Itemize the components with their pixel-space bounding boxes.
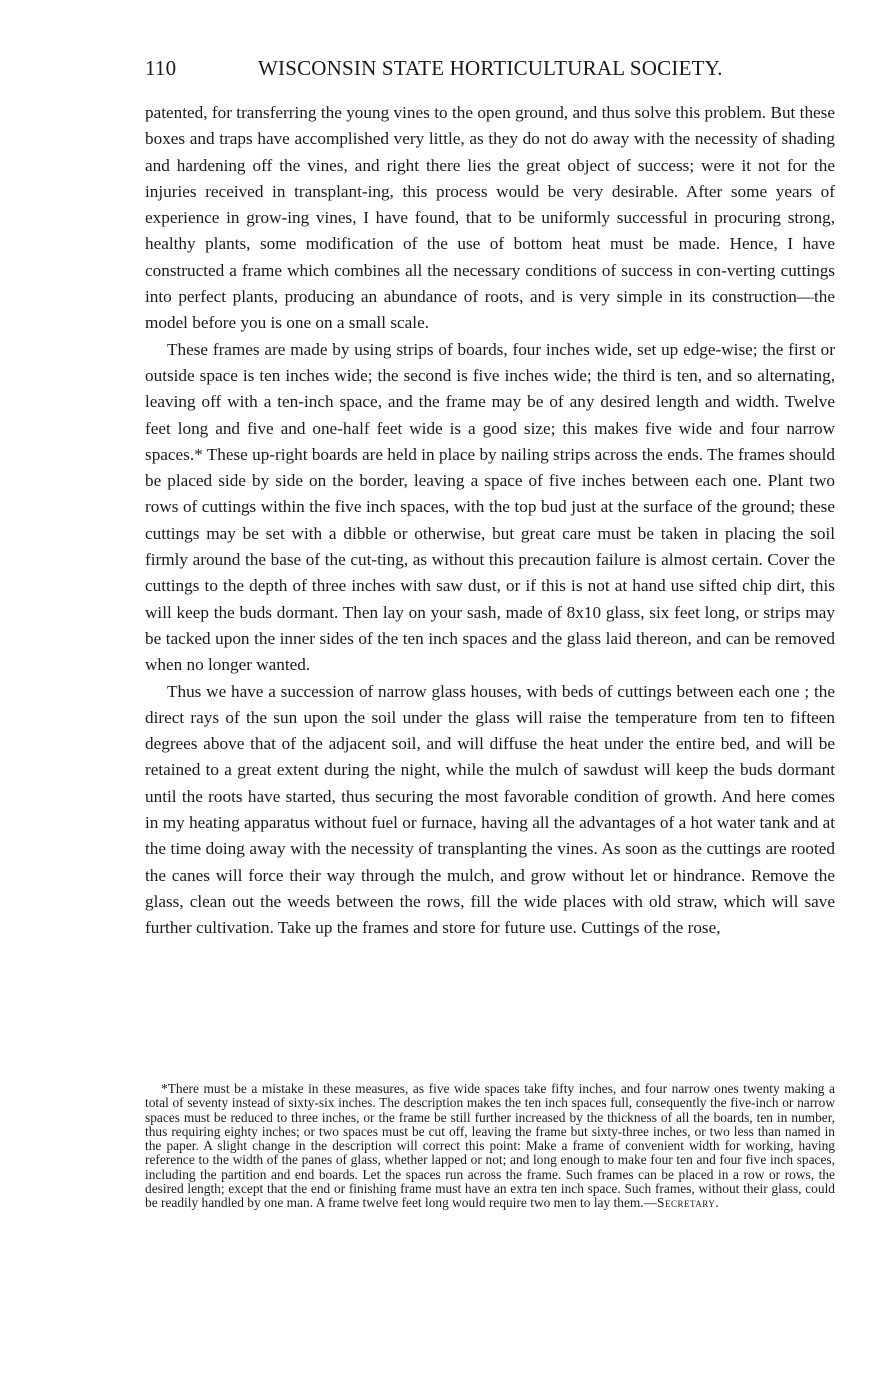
footnote-signature: Secretary.: [657, 1195, 720, 1211]
footnote: [145, 1082, 835, 1211]
paragraph-3: Thus we have a succession of narrow glass houses, with beds of cuttings between each one ; the direct rays of the sun upon the soil under the glass will raise the temperature from ten to fifteen degrees above that of the adjacent soil, and will diffuse the heat under the entire bed, and will be retained to a great extent during the night, while the mulch of sawdust will keep the buds dormant until the roots have started, thus securing the most favorable condition of growth. And here comes in my heating apparatus without fuel or furnace, having all the advantages of a hot water tank and at the time doing away with the necessity of transplanting the vines. As soon as the cuttings are rooted the canes will force their way through the mulch, and grow without let or hindrance. Remove the glass, clean out the weeds between the rows, fill the wide places with old straw, which will save further cultivation. Take up the frames and store for future use. Cuttings of the rose,: [145, 681, 835, 938]
footnote-text: *There must be a mistake in these measures, as five wide spaces take fifty inches, and four narrow ones twenty making a total of seventy instead of sixty-six inches. The description makes the ten inch spaces full, consequently the five-inch or narrow spaces must be reduced to three inches, or the frame be still further increased by the thickness of all the boards, ten in number, thus requiring eighty inches; or two spaces must be cut off, leaving the frame but sixty-three inches, or two less than named in the paper. A slight change in the description will correct this point: Make a frame of convenient width for working, having reference to the width of the panes of glass, whether lapped or not; and long enough to make four ten and four five inch spaces, including the partition and end boards. Let the spaces run across the frame. Such frames can be placed in a row or rows, the desired length; except that the end or finishing frame must have an extra ten inch space. Such frames, without their glass, could be readily handled by one man. A frame twelve feet long would require two men to lay them.—: [145, 1081, 835, 1211]
footnote-paragraph: [145, 1082, 835, 1211]
page-header: [145, 56, 725, 86]
paragraph-2: These frames are made by using strips of boards, four inches wide, set up edge-wise; the first or outside space is ten inches wide; the second is five inches wide; the third is ten, and so alternating, leaving off with a ten-inch space, and the frame may be of any desired length and width. Twelve feet long and five and one-half feet wide is a good size; this makes five wide and four narrow spaces.* These up-right boards are held in place by nailing strips across the ends. The frames should be placed side by side on the border, leaving a space of five inches between each one. Plant two rows of cuttings within the five inch spaces, with the top bud just at the surface of the ground; these cuttings may be set with a dibble or otherwise, but great care must be taken in placing the soil firmly around the base of the cut-ting, as without this precaution failure is almost certain. Cover the cuttings to the depth of three inches with saw dust, or if this is not at hand use sifted chip dirt, this will keep the buds dormant. Then lay on your sash, made of 8x10 glass, six feet long, or strips may be tacked upon the inner sides of the ten inch spaces and the glass laid thereon, and can be removed when no longer wanted.: [145, 339, 835, 675]
paragraph-1: patented, for transferring the young vines to the open ground, and thus solve this problem. But these boxes and traps have accomplished very little, as they do not do away with the necessity of shading and hardening off the vines, and right there lies the great object of success; were it not for the injuries received in transplant-ing, this process would be very desirable. After some years of experience in grow-ing vines, I have found, that to be uniformly successful in procuring strong, healthy plants, some modification of the use of bottom heat must be made. Hence, I have constructed a frame which combines all the necessary conditions of success in con-verting cuttings into perfect plants, producing an abundance of roots, and is very simple in its construction—the model before you is one on a small scale.: [145, 103, 835, 333]
body-text: [145, 100, 835, 942]
page-number: 110: [145, 56, 177, 80]
running-title: WISCONSIN STATE HORTICULTURAL SOCIETY.: [258, 56, 723, 80]
